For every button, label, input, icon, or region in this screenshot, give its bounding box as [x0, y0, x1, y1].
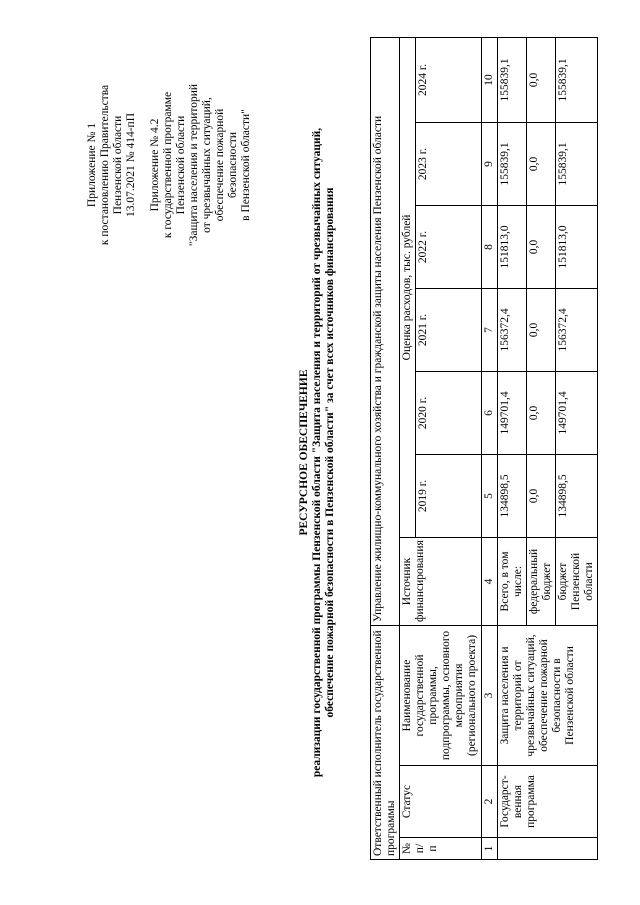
source-cell: бюджет Пензенской области — [556, 537, 598, 625]
value-cell: 151813,0 — [556, 205, 598, 288]
column-number: 4 — [482, 537, 498, 625]
value-cell: 0,0 — [527, 288, 556, 371]
column-number: 7 — [482, 288, 498, 371]
column-number: 5 — [482, 454, 498, 537]
header-year: 2024 г. — [416, 37, 482, 122]
value-cell: 149701,4 — [498, 371, 527, 454]
appendix-line: к постановлению Правительства — [99, 84, 111, 246]
column-number: 1 — [482, 838, 498, 860]
header-year: 2021 г. — [416, 288, 482, 371]
title-line: реализации государственной программы Пензенской области "Защита населения и территорий от чрезвычайных ситуаций, — [311, 127, 323, 778]
source-cell: федеральный бюджет — [527, 537, 556, 625]
resource-table — [370, 37, 598, 860]
table-row — [498, 37, 527, 859]
title-heading: РЕСУРСНОЕ ОБЕСПЕЧЕНИЕ — [298, 369, 310, 536]
value-cell: 134898,5 — [498, 454, 527, 537]
appendix-line: от чрезвычайных ситуаций, — [201, 97, 213, 233]
header-estimate: Оценка расходов, тыс. рублей — [400, 37, 416, 537]
value-cell: 156372,4 — [556, 288, 598, 371]
column-number: 2 — [482, 766, 498, 838]
appendix-line: "Защита населения и территорий — [188, 83, 200, 247]
appendix-line: Пензенской области — [112, 115, 124, 215]
value-cell: 155839,1 — [556, 37, 598, 122]
source-cell: Всего, в том числе: — [498, 537, 527, 625]
column-number: 6 — [482, 371, 498, 454]
appendix-line: обеспечение пожарной — [214, 108, 226, 222]
appendix-line: Пензенской области — [175, 115, 187, 215]
program-name: Защита населения и территорий от чрезвычайных ситуаций, обеспечение пожарной безопасности в Пензенской области — [498, 625, 598, 765]
value-cell: 0,0 — [527, 454, 556, 537]
value-cell: 0,0 — [527, 122, 556, 205]
header-name: Наименование государственной программы, подпрограммы, основного мероприятия (регионального проекта) — [400, 625, 482, 765]
column-number: 9 — [482, 122, 498, 205]
appendix-line: к государственной программе — [162, 91, 174, 239]
executor-value-cell: Управление жилищно-коммунального хозяйства и гражданской защиты населения Пензенской области — [371, 37, 400, 625]
appendix-line: Приложение № 4.2 — [149, 118, 161, 212]
appendix-line: 13.07.2021 № 414-пП — [125, 113, 137, 218]
value-cell: 0,0 — [527, 371, 556, 454]
value-cell: 151813,0 — [498, 205, 527, 288]
appendix-line: Приложение № 1 — [86, 122, 98, 208]
executor-label-cell: Ответственный исполнитель государственной программы — [371, 625, 400, 859]
column-number: 10 — [482, 37, 498, 122]
header-source: Источник финансирования — [400, 537, 482, 625]
value-cell: 0,0 — [527, 37, 556, 122]
header-year: 2023 г. — [416, 122, 482, 205]
document-title — [298, 0, 337, 905]
value-cell: 155839,1 — [556, 122, 598, 205]
title-line: обеспечение пожарной безопасности в Пензенской области" за счет всех источников финансирования — [324, 187, 336, 718]
value-cell: 0,0 — [527, 205, 556, 288]
header-status: Статус — [400, 766, 482, 838]
program-num — [498, 838, 598, 860]
value-cell: 155839,1 — [498, 122, 527, 205]
value-cell: 156372,4 — [498, 288, 527, 371]
column-number: 8 — [482, 205, 498, 288]
header-year: 2020 г. — [416, 371, 482, 454]
header-year: 2022 г. — [416, 205, 482, 288]
appendix-block — [86, 46, 253, 284]
appendix-line: безопасности — [227, 132, 239, 199]
value-cell: 149701,4 — [556, 371, 598, 454]
header-year: 2019 г. — [416, 454, 482, 537]
header-num: № п/п — [400, 838, 482, 860]
value-cell: 134898,5 — [556, 454, 598, 537]
appendix-line: в Пензенской области" — [240, 109, 252, 221]
program-status: Государст-венная программа — [498, 766, 598, 838]
column-number: 3 — [482, 625, 498, 765]
value-cell: 155839,1 — [498, 37, 527, 122]
